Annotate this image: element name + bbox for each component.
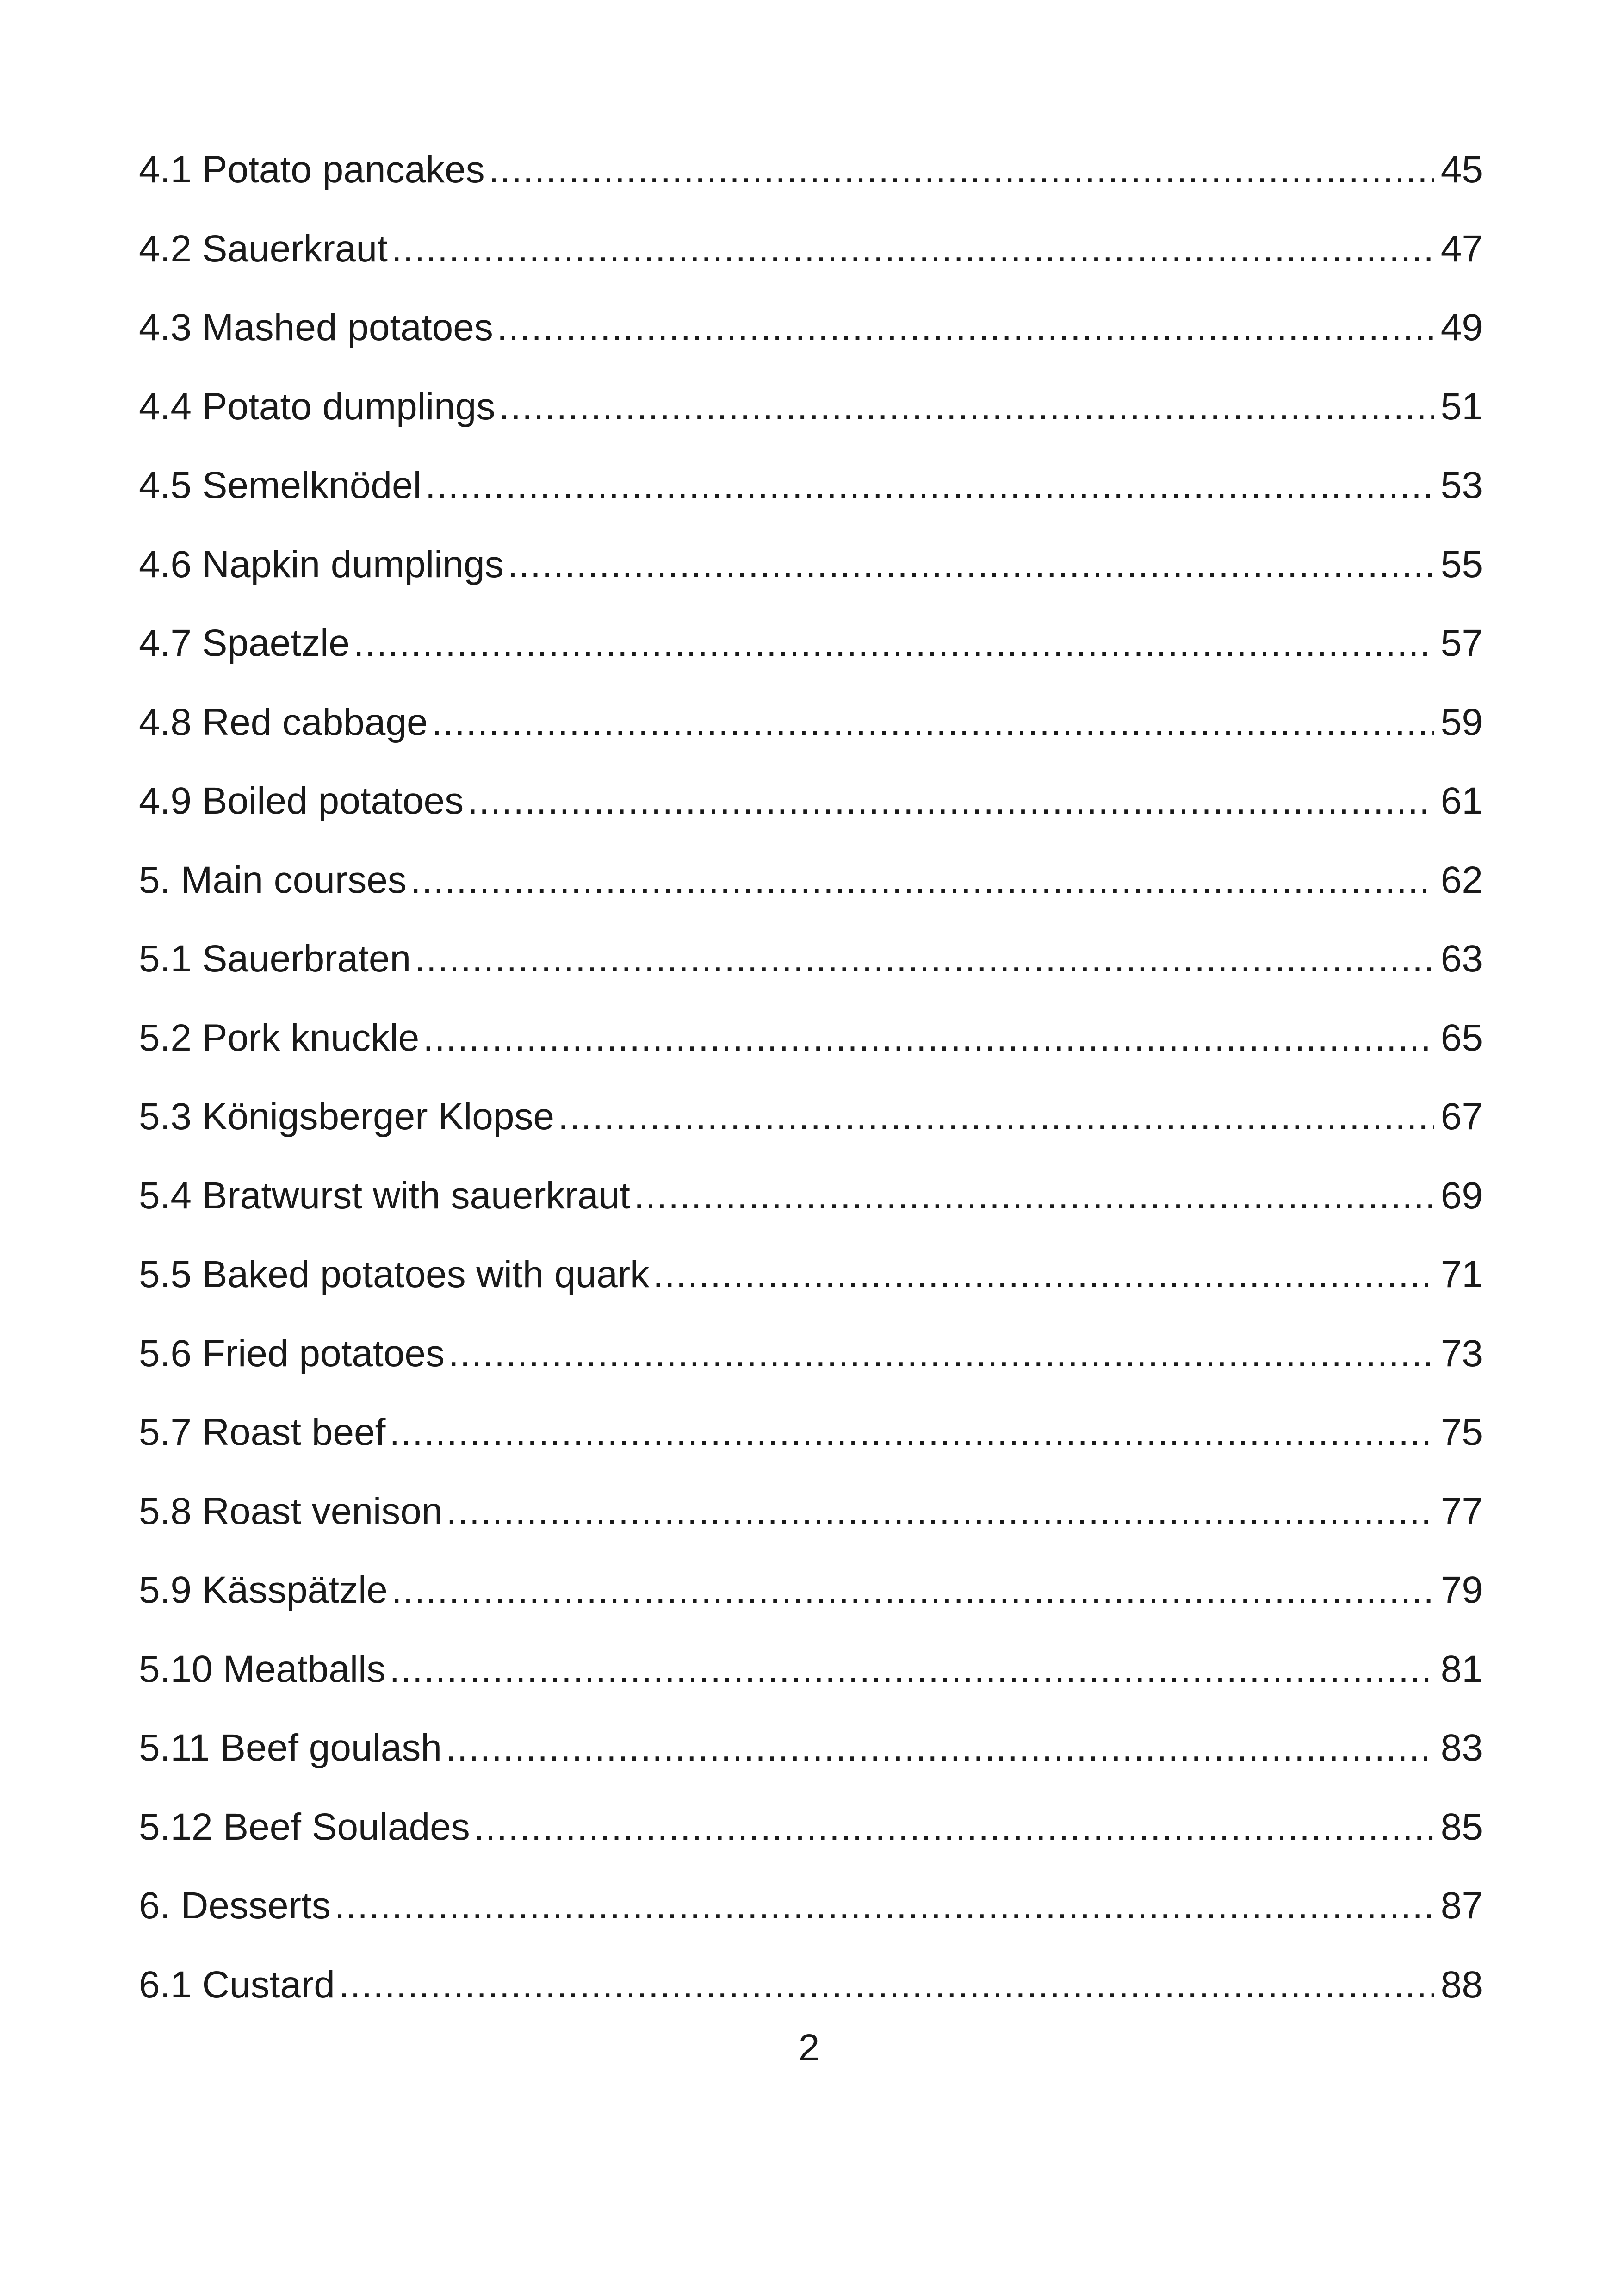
dot-leader (467, 762, 1434, 841)
toc-entry (139, 1393, 1483, 1472)
dot-leader (389, 1393, 1434, 1472)
toc-entry-page: 73 (1440, 1332, 1483, 1375)
toc-entry-title: 5.4 Bratwurst with sauerkraut (139, 1174, 630, 1217)
toc-entry (139, 1709, 1483, 1788)
toc-entry-title: 5.9 Kässpätzle (139, 1569, 388, 1611)
dot-leader (432, 683, 1434, 762)
dot-leader (353, 604, 1434, 683)
toc-entry (139, 446, 1483, 525)
toc-entry (139, 920, 1483, 999)
toc-entry-title: 5.10 Meatballs (139, 1648, 386, 1690)
toc-entry-page: 47 (1440, 227, 1483, 270)
toc-entry-page: 61 (1440, 780, 1483, 822)
dot-leader (391, 210, 1434, 289)
toc-entry (139, 1788, 1483, 1867)
dot-leader (415, 920, 1434, 999)
toc-entry-title: 5.7 Roast beef (139, 1411, 386, 1453)
toc-entry-title: 5.5 Baked potatoes with quark (139, 1253, 650, 1295)
page-number: 2 (798, 2027, 820, 2069)
toc-entry (139, 683, 1483, 762)
toc-entry-title: 4.2 Sauerkraut (139, 227, 388, 270)
dot-leader (389, 1630, 1434, 1709)
toc-entry-title: 4.1 Potato pancakes (139, 149, 485, 191)
toc-entry (139, 1867, 1483, 1946)
toc-entry-page: 49 (1440, 306, 1483, 348)
toc-entry (139, 1314, 1483, 1394)
dot-leader (489, 131, 1434, 210)
toc-entry (139, 525, 1483, 604)
toc-entry-page: 77 (1440, 1490, 1483, 1532)
dot-leader (446, 1709, 1434, 1788)
toc-entry-page: 59 (1440, 701, 1483, 743)
toc-entry-page: 69 (1440, 1174, 1483, 1217)
dot-leader (391, 1551, 1434, 1630)
dot-leader (410, 841, 1434, 920)
toc-entry-page: 62 (1440, 859, 1483, 901)
toc-entry (139, 1630, 1483, 1709)
toc-entry (139, 210, 1483, 289)
toc-entry-page: 57 (1440, 622, 1483, 664)
toc-entry-title: 6.1 Custard (139, 1963, 335, 2006)
toc-entry (139, 841, 1483, 920)
toc-entry (139, 1472, 1483, 1551)
dot-leader (448, 1314, 1434, 1394)
toc-entry-title: 5.11 Beef goulash (139, 1727, 442, 1769)
toc-entry (139, 288, 1483, 367)
dot-leader (423, 999, 1434, 1078)
toc-entry-page: 67 (1440, 1095, 1483, 1138)
dot-leader (634, 1157, 1434, 1236)
toc-entry (139, 1157, 1483, 1236)
toc-entry-page: 75 (1440, 1411, 1483, 1453)
toc-entry-title: 4.9 Boiled potatoes (139, 780, 464, 822)
dot-leader (446, 1472, 1434, 1551)
toc-entry (139, 604, 1483, 683)
toc-entry-title: 5.3 Königsberger Klopse (139, 1095, 555, 1138)
toc-entry-page: 83 (1440, 1727, 1483, 1769)
toc-entry-page: 51 (1440, 385, 1483, 428)
dot-leader (425, 446, 1434, 525)
toc-entry-page: 88 (1440, 1963, 1483, 2006)
toc-entry-page: 79 (1440, 1569, 1483, 1611)
toc-entry-title: 5.1 Sauerbraten (139, 938, 411, 980)
toc-entry-page: 63 (1440, 938, 1483, 980)
table-of-contents (139, 131, 1483, 2024)
toc-entry-page: 45 (1440, 149, 1483, 191)
toc-entry-title: 4.3 Mashed potatoes (139, 306, 493, 348)
toc-entry-page: 53 (1440, 464, 1483, 506)
toc-entry-page: 71 (1440, 1253, 1483, 1295)
toc-entry-title: 6. Desserts (139, 1885, 331, 1927)
dot-leader (653, 1235, 1434, 1314)
toc-entry-page: 65 (1440, 1016, 1483, 1059)
dot-leader (558, 1077, 1434, 1157)
toc-entry (139, 1946, 1483, 2025)
toc-entry (139, 1551, 1483, 1630)
toc-entry-page: 55 (1440, 543, 1483, 585)
toc-entry-title: 4.6 Napkin dumplings (139, 543, 504, 585)
toc-entry-title: 5. Main courses (139, 859, 407, 901)
toc-entry (139, 762, 1483, 841)
toc-entry-title: 4.5 Semelknödel (139, 464, 422, 506)
dot-leader (339, 1946, 1434, 2025)
toc-entry-title: 4.7 Spaetzle (139, 622, 350, 664)
toc-entry-title: 5.6 Fried potatoes (139, 1332, 445, 1375)
toc-entry-page: 87 (1440, 1885, 1483, 1927)
toc-entry (139, 131, 1483, 210)
dot-leader (499, 367, 1434, 447)
dot-leader (497, 288, 1434, 367)
toc-entry (139, 367, 1483, 447)
dot-leader (508, 525, 1434, 604)
toc-entry-page: 85 (1440, 1805, 1483, 1848)
toc-entry (139, 1235, 1483, 1314)
toc-entry (139, 1077, 1483, 1157)
toc-entry-title: 4.8 Red cabbage (139, 701, 428, 743)
toc-entry (139, 999, 1483, 1078)
dot-leader (474, 1788, 1434, 1867)
dot-leader (335, 1867, 1434, 1946)
toc-entry-title: 5.8 Roast venison (139, 1490, 443, 1532)
toc-entry-title: 5.12 Beef Soulades (139, 1805, 470, 1848)
toc-entry-title: 5.2 Pork knuckle (139, 1016, 420, 1059)
toc-entry-page: 81 (1440, 1648, 1483, 1690)
toc-entry-title: 4.4 Potato dumplings (139, 385, 496, 428)
